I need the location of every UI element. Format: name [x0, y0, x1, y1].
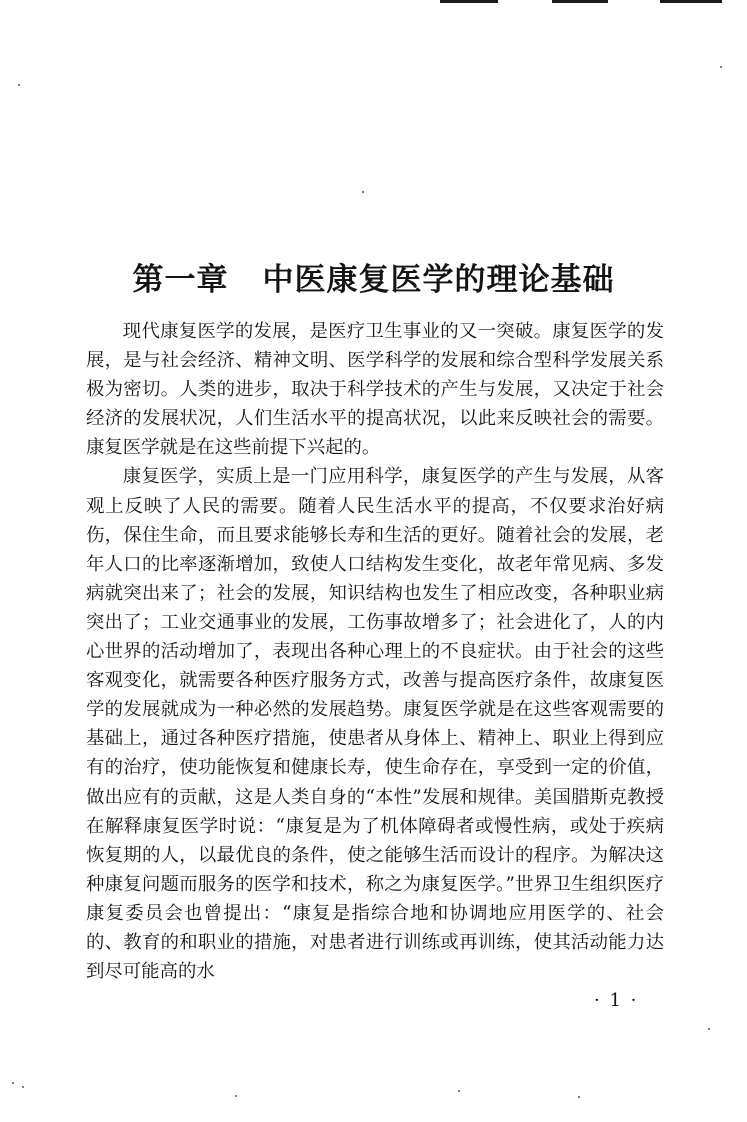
- scan-speck: [18, 84, 20, 86]
- chapter-heading: [0, 254, 747, 299]
- scan-speck: [708, 1028, 710, 1030]
- scan-speck: [362, 191, 364, 193]
- paragraph-2: 康复医学，实质上是一门应用科学，康复医学的产生与发展，从客观上反映了人民的需要。随着人民生活水平的提高，不仅要求治好病伤，保住生命，而且要求能够长寿和生活的更好。随着社会的发展，老年人口的比率逐渐增加，致使人口结构发生变化，故老年常见病、多发病就突出来了；社会的发展，知识结构也发生了相应改变，各种职业病突出了；工业交通事业的发展，工伤事故增多了；社会进化了，人的内心世界的活动增加了，表现出各种心理上的不良症状。由于社会的这些客观变化，就需要各种医疗服务方式，改善与提高医疗条件，故康复医学的发展就成为一种必然的发展趋势。康复医学就是在这些客观需要的基础上，通过各种医疗措施，使患者从身体上、精神上、职业上得到应有的治疗，使功能恢复和健康长寿，使生命存在，享受到一定的价值，做出应有的贡献，这是人类自身的“本性”发展和规律。美国腊斯克教授在解释康复医学时说：“康复是为了机体障碍者或慢性病，或处于疾病恢复期的人，以最优良的条件，使之能够生活而设计的程序。为解决这种康复问题而服务的医学和技术，称之为康复医学。”世界卫生组织医疗康复委员会也曾提出：“康复是指综合地和协调地应用医学的、社会的、教育的和职业的措施，对患者进行训练或再训练，使其活动能力达到尽可能高的水: [86, 466, 664, 983]
- scan-speck: [720, 66, 722, 68]
- top-rule-middle: [552, 0, 608, 3]
- scan-speck: [578, 1096, 580, 1098]
- scan-speck: [12, 1082, 14, 1084]
- body-text: [86, 317, 664, 986]
- top-rule-right: [660, 0, 722, 3]
- page-number: · 1 ·: [594, 990, 639, 1011]
- scan-speck: [22, 1086, 24, 1088]
- chapter-title: 中医康复医学的理论基础: [262, 262, 615, 298]
- paragraph-1: 现代康复医学的发展，是医疗卫生事业的又一突破。康复医学的发展，是与社会经济、精神文明、医学科学的发展和综合型科学发展关系极为密切。人类的进步，取决于科学技术的产生与发展，又决定于社会经济的发展状况，人们生活水平的提高状况，以此来反映社会的需要。康复医学就是在这些前提下兴起的。: [86, 321, 664, 459]
- chapter-label: 第一章: [132, 262, 229, 298]
- top-rule-left: [440, 0, 498, 3]
- scan-speck: [235, 1095, 237, 1097]
- scan-speck: [458, 1090, 460, 1092]
